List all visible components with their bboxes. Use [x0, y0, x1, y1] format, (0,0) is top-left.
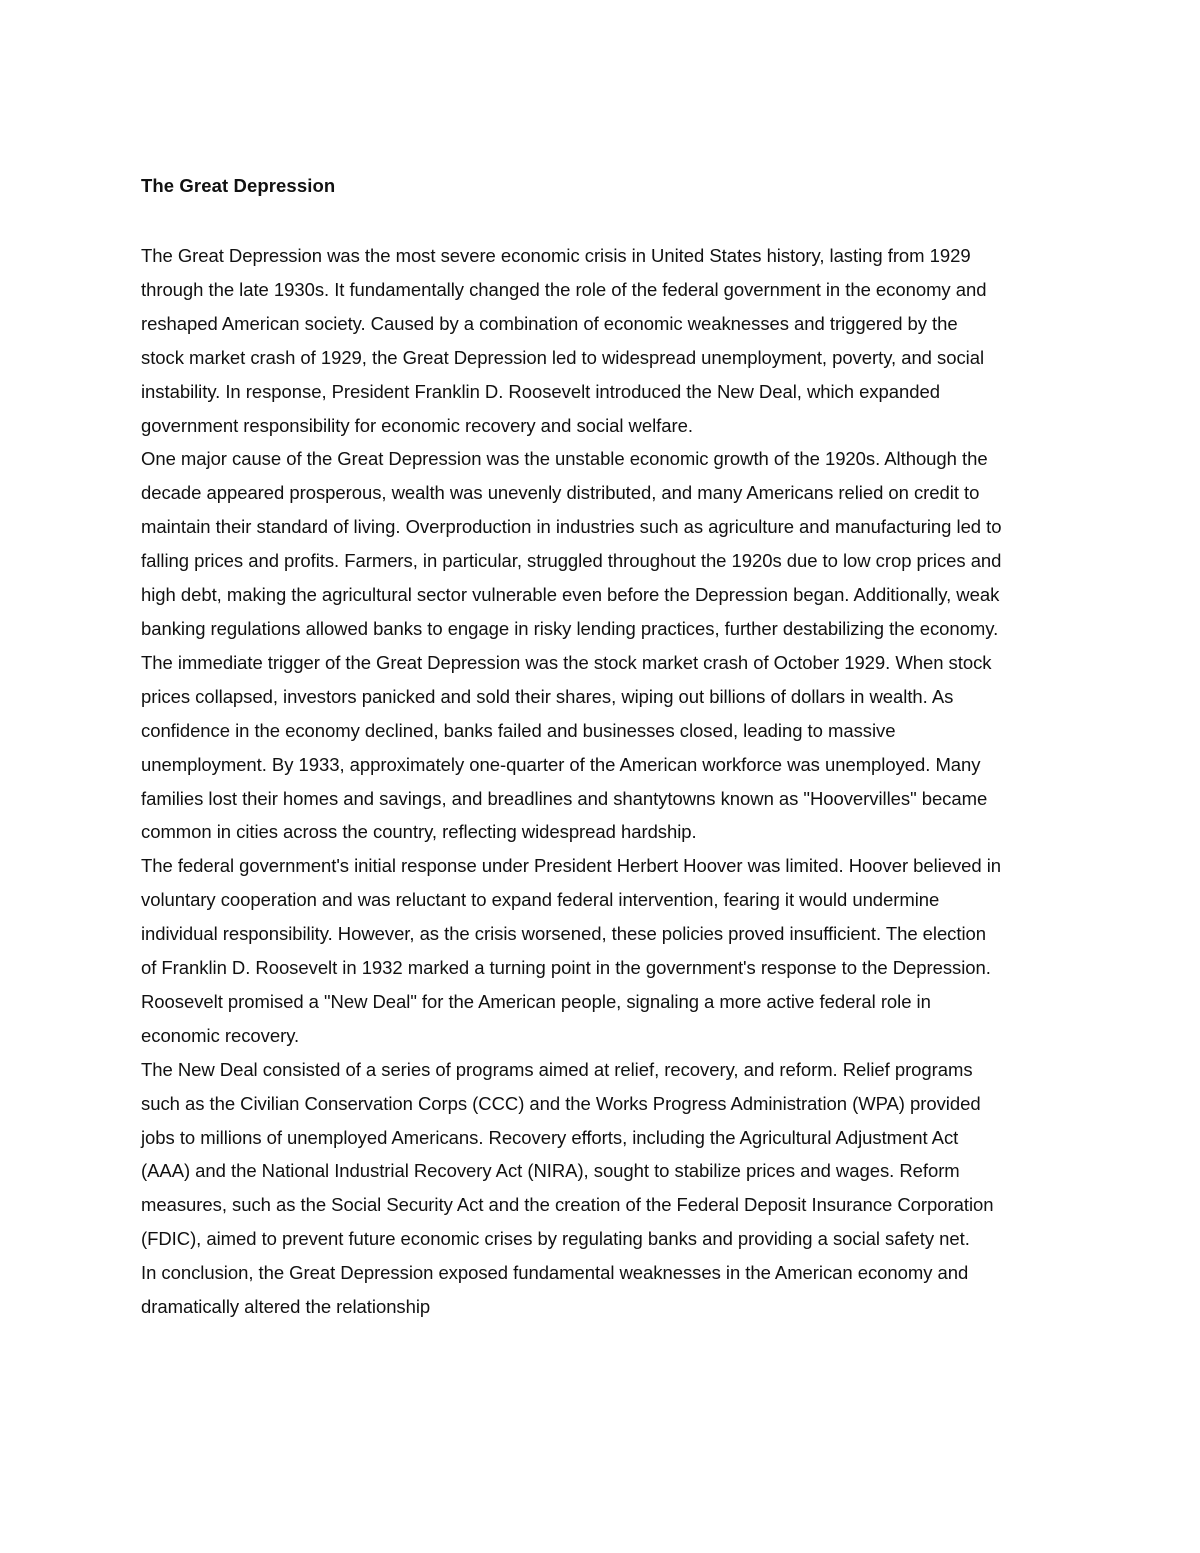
text-line: One major cause of the Great Depression was the unstable economic growth of the 1920s. Although the: [141, 448, 988, 470]
paragraph-stock-market-crash: [141, 646, 1063, 849]
text-line: maintain their standard of living. Overproduction in industries such as agriculture and manufacturing led to: [141, 516, 1002, 538]
text-line: falling prices and profits. Farmers, in particular, struggled throughout the 1920s due to low crop prices and: [141, 550, 1002, 572]
document-body: [141, 172, 1063, 1324]
text-line: Roosevelt promised a "New Deal" for the American people, signaling a more active federal role in: [141, 990, 931, 1012]
text-line: The New Deal consisted of a series of programs aimed at relief, recovery, and reform. Relief programs: [141, 1058, 973, 1080]
text-line: families lost their homes and savings, and breadlines and shantytowns known as "Hoovervilles" became: [141, 787, 988, 809]
document-title: The Great Depression: [141, 175, 336, 196]
text-line: government responsibility for economic recovery and social welfare.: [141, 414, 693, 436]
text-line: The federal government's initial response under President Herbert Hoover was limited. Hoover believed in: [141, 855, 1002, 877]
paragraph-conclusion: [141, 1256, 1063, 1324]
text-line: reshaped American society. Caused by a combination of economic weaknesses and triggered by the: [141, 312, 958, 334]
paragraph-causes: [141, 442, 1063, 645]
text-line: of Franklin D. Roosevelt in 1932 marked a turning point in the government's response to the Depression.: [141, 957, 991, 979]
text-line: In conclusion, the Great Depression exposed fundamental weaknesses in the American economy and: [141, 1262, 969, 1284]
text-line: through the late 1930s. It fundamentally changed the role of the federal government in the economy and: [141, 278, 987, 300]
text-line: confidence in the economy declined, banks failed and businesses closed, leading to massive: [141, 719, 896, 741]
text-line: The Great Depression was the most severe economic crisis in United States history, lasting from 1929: [141, 245, 971, 266]
text-line: (FDIC), aimed to prevent future economic crises by regulating banks and providing a social safety net.: [141, 1228, 970, 1250]
text-line: jobs to millions of unemployed Americans. Recovery efforts, including the Agricultural Adjustment Act: [141, 1126, 959, 1148]
text-line: voluntary cooperation and was reluctant to expand federal intervention, fearing it would undermine: [141, 889, 940, 911]
text-line: high debt, making the agricultural sector vulnerable even before the Depression began. Additionally, weak: [141, 584, 1000, 606]
text-line: unemployment. By 1933, approximately one-quarter of the American workforce was unemployed. Many: [141, 753, 981, 775]
text-line: banking regulations allowed banks to engage in risky lending practices, further destabilizing the economy.: [141, 617, 999, 639]
text-line: The immediate trigger of the Great Depression was the stock market crash of October 1929. When stock: [141, 651, 992, 673]
text-line: instability. In response, President Franklin D. Roosevelt introduced the New Deal, which expanded: [141, 380, 940, 402]
text-line: decade appeared prosperous, wealth was unevenly distributed, and many Americans relied on credit to: [141, 482, 980, 504]
text-line: dramatically altered the relationship: [141, 1296, 431, 1318]
text-line: individual responsibility. However, as the crisis worsened, these policies proved insufficient. The election: [141, 923, 987, 945]
text-line: economic recovery.: [141, 1024, 300, 1046]
text-line: such as the Civilian Conservation Corps (CCC) and the Works Progress Administration (WPA) provided: [141, 1092, 981, 1114]
paragraph-new-deal: [141, 1053, 1063, 1256]
text-line: (AAA) and the National Industrial Recovery Act (NIRA), sought to stabilize prices and wages. Reform: [141, 1160, 960, 1182]
text-line: prices collapsed, investors panicked and sold their shares, wiping out billions of dollars in wealth. As: [141, 685, 954, 707]
paragraph-government-response: [141, 849, 1063, 1052]
text-line: measures, such as the Social Security Act and the creation of the Federal Deposit Insurance Corporation: [141, 1194, 994, 1216]
text-line: common in cities across the country, reflecting widespread hardship.: [141, 821, 697, 843]
text-line: stock market crash of 1929, the Great Depression led to widespread unemployment, poverty, and social: [141, 346, 985, 368]
paragraph-introduction: [141, 239, 1063, 442]
